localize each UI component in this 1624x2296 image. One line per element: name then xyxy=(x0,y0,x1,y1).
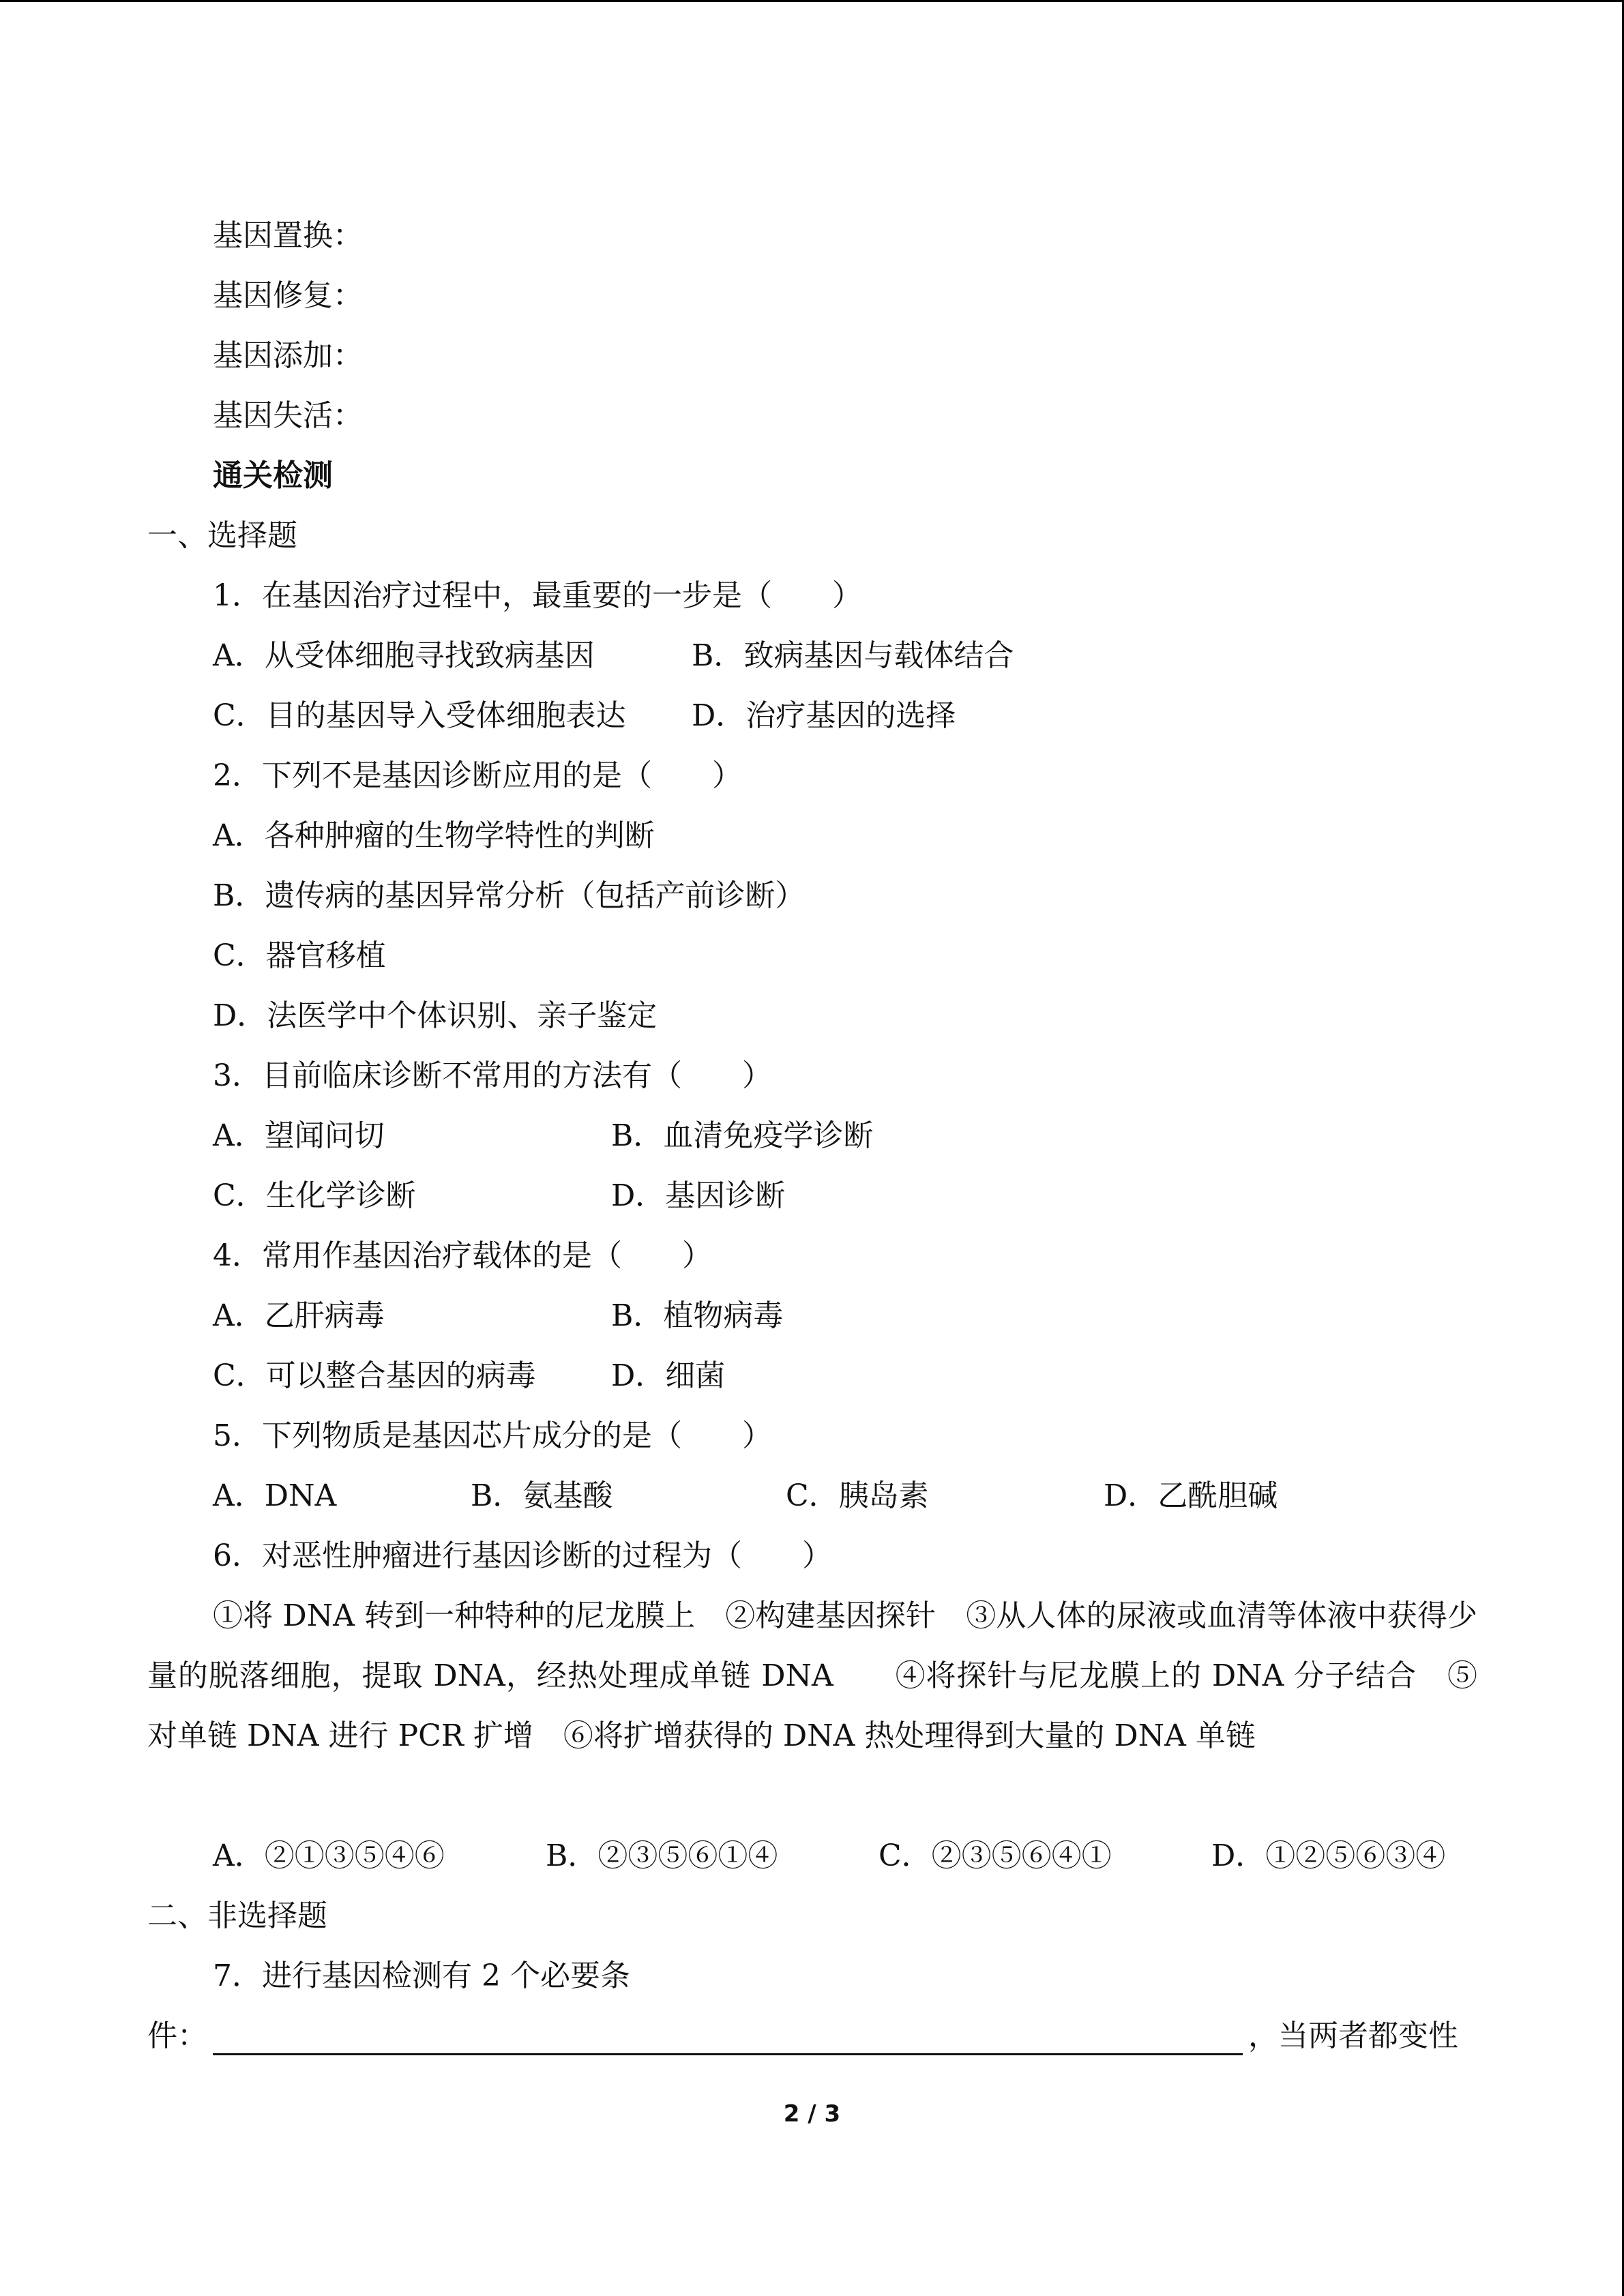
q6-steps-paragraph: ①将 DNA 转到一种特种的尼龙膜上 ②构建基因探针 ③从人体的尿液或血清等体液中获得少量的脱落细胞，提取 DNA，经热处理成单链 DNA ④将探针与尼龙膜上的 DNA 分子结合 ⑤对单链 DNA 进行 PCR 扩增 ⑥将扩增获得的 DNA 热处理得到大量的 DNA 单链 xyxy=(147,1598,1477,1753)
q6-option-d: D．①②⑤⑥③④ xyxy=(1211,1838,1446,1873)
q1-option-a: A．从受体细胞寻找致病基因 xyxy=(213,638,595,673)
q6-option-a: A．②①③⑤④⑥ xyxy=(213,1838,445,1873)
q4-option-d: D．细菌 xyxy=(611,1358,726,1393)
q3-option-c: C．生化学诊断 xyxy=(213,1178,416,1213)
q1-option-b: B．致病基因与载体结合 xyxy=(692,638,1014,673)
gene-repair-label: 基因修复： xyxy=(213,278,363,313)
q5-option-d: D．乙酰胆碱 xyxy=(1104,1478,1278,1513)
q7-prefix: 件： xyxy=(147,2018,207,2053)
q4-option-b: B．植物病毒 xyxy=(611,1298,784,1333)
page-number: 2 / 3 xyxy=(783,2100,841,2128)
question-3-stem: 3．目前临床诊断不常用的方法有（ ） xyxy=(213,1058,772,1093)
top-border xyxy=(0,0,1624,2)
gene-add-label: 基因添加： xyxy=(213,338,363,373)
q7-suffix: ，当两者都变性 xyxy=(1248,2018,1458,2053)
q4-option-a: A．乙肝病毒 xyxy=(213,1298,385,1333)
part2-title: 二、非选择题 xyxy=(147,1898,327,1933)
q6-option-b: B．②③⑤⑥①④ xyxy=(546,1838,778,1873)
question-7-stem: 7．进行基因检测有 2 个必要条 xyxy=(213,1958,630,1993)
q2-option-d: D．法医学中个体识别、亲子鉴定 xyxy=(213,998,658,1033)
gene-replace-label: 基因置换： xyxy=(213,218,363,253)
question-6-stem: 6．对恶性肿瘤进行基因诊断的过程为（ ） xyxy=(213,1538,832,1573)
q4-option-c: C．可以整合基因的病毒 xyxy=(213,1358,536,1393)
q2-option-b: B．遗传病的基因异常分析（包括产前诊断） xyxy=(213,878,806,913)
q1-option-d: D．治疗基因的选择 xyxy=(692,698,956,733)
section-heading-check: 通关检测 xyxy=(213,458,333,493)
question-1-stem: 1．在基因治疗过程中，最重要的一步是（ ） xyxy=(213,578,862,613)
q1-option-c: C．目的基因导入受体细胞表达 xyxy=(213,698,626,733)
q2-option-c: C．器官移植 xyxy=(213,938,386,973)
gene-inactivate-label: 基因失活： xyxy=(213,398,363,433)
question-2-stem: 2．下列不是基因诊断应用的是（ ） xyxy=(213,758,742,793)
q5-option-c: C．胰岛素 xyxy=(786,1478,929,1513)
q5-option-b: B．氨基酸 xyxy=(471,1478,613,1513)
q3-option-b: B．血清免疫学诊断 xyxy=(611,1118,874,1153)
q3-option-a: A．望闻问切 xyxy=(213,1118,385,1153)
q6-option-c: C．②③⑤⑥④① xyxy=(879,1838,1112,1873)
answer-blank-line[interactable] xyxy=(213,2053,1243,2055)
question-5-stem: 5．下列物质是基因芯片成分的是（ ） xyxy=(213,1418,772,1453)
q3-option-d: D．基因诊断 xyxy=(611,1178,786,1213)
q2-option-a: A．各种肿瘤的生物学特性的判断 xyxy=(213,818,655,853)
q5-option-a: A．DNA xyxy=(213,1478,337,1513)
question-4-stem: 4．常用作基因治疗载体的是（ ） xyxy=(213,1238,712,1273)
part1-title: 一、选择题 xyxy=(147,518,297,553)
